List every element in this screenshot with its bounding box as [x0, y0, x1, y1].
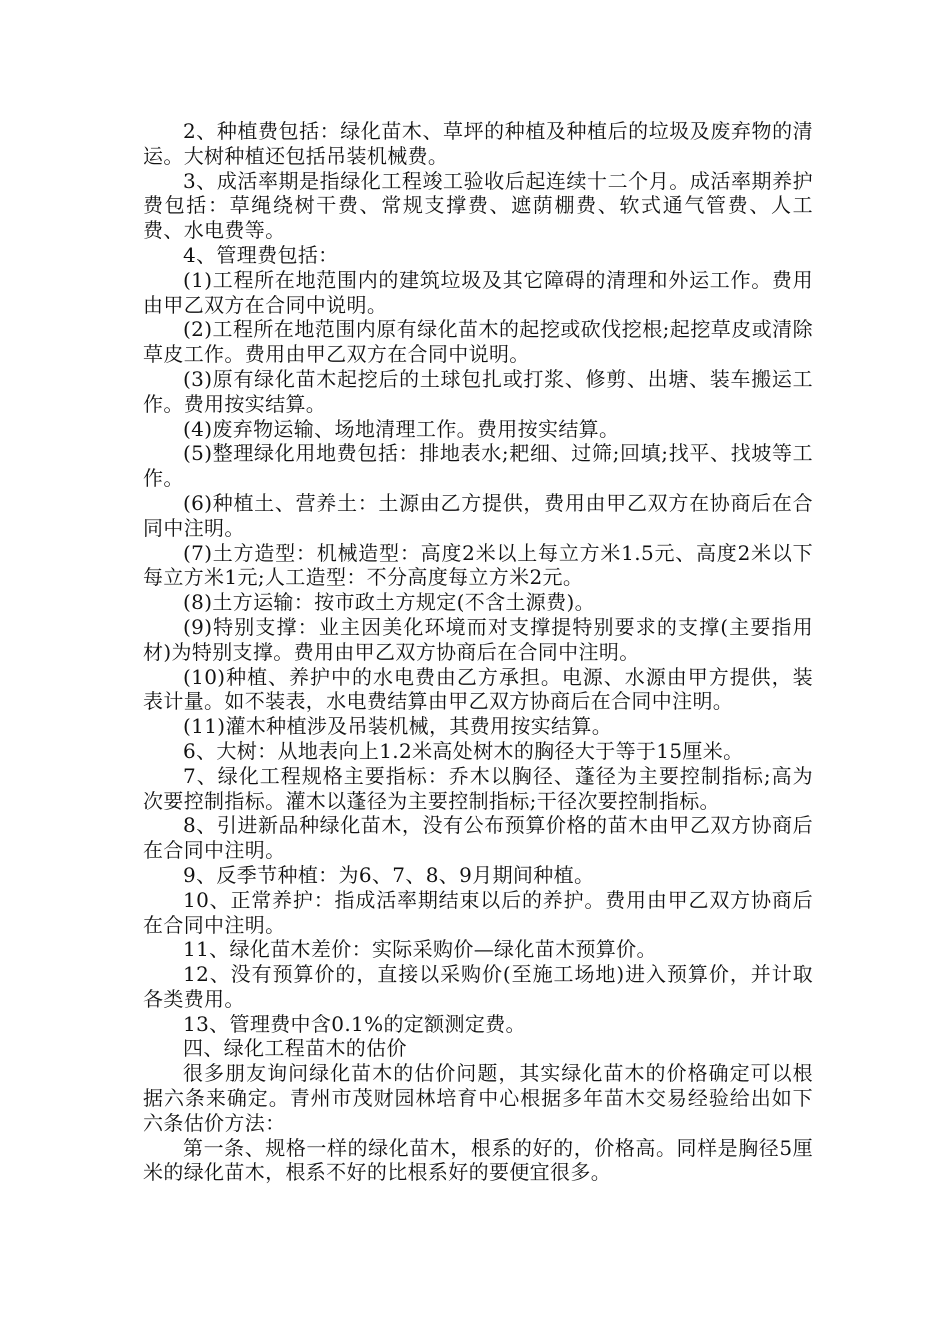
- paragraph-item-9: (9)特别支撑：业主因美化环境而对支撑提特别要求的支撑(主要指用材)为特别支撑。费用由甲乙双方协商后在合同中注明。: [143, 614, 813, 664]
- paragraph-new-varieties: 8、引进新品种绿化苗木，没有公布预算价格的苗木由甲乙双方协商后在合同中注明。: [143, 813, 813, 863]
- paragraph-quota-fee: 13、管理费中含0.1%的定额测定费。: [183, 1011, 526, 1036]
- paragraph-item-4: (4)废弃物运输、场地清理工作。费用按实结算。: [183, 416, 620, 441]
- paragraph-rule-one: 第一条、规格一样的绿化苗木，根系的好的，价格高。同样是胸径5厘米的绿化苗木，根系不好的比根系好的要便宜很多。: [143, 1135, 813, 1185]
- paragraph-valuation-intro: 很多朋友询问绿化苗木的估价问题，其实绿化苗木的价格确定可以根据六条来确定。青州市茂财园林培育中心根据多年苗木交易经验给出如下六条估价方法：: [143, 1061, 813, 1135]
- section-heading-valuation: 四、绿化工程苗木的估价: [183, 1036, 407, 1061]
- paragraph-item-8: (8)土方运输：按市政土方规定(不含土源费)。: [183, 590, 595, 615]
- paragraph-planting-fee: 2、种植费包括：绿化苗木、草坪的种植及种植后的垃圾及废弃物的清运。大树种植还包括吊装机械费。: [143, 119, 813, 168]
- paragraph-item-10: (10)种植、养护中的水电费由乙方承担。电源、水源由甲方提供，装表计量。如不装表，水电费结算由甲乙双方协商后在合同中注明。: [143, 664, 813, 714]
- paragraph-item-7: (7)土方造型：机械造型：高度2米以上每立方米1.5元、高度2米以下每立方米1元;人工造型：不分高度每立方米2元。: [143, 540, 813, 590]
- paragraph-item-3: (3)原有绿化苗木起挖后的土球包扎或打浆、修剪、出塘、装车搬运工作。费用按实结算。: [143, 366, 813, 416]
- paragraph-item-11: (11)灌木种植涉及吊装机械，其费用按实结算。: [183, 714, 613, 739]
- document-body: [143, 119, 813, 1185]
- paragraph-item-2: (2)工程所在地范围内原有绿化苗木的起挖或砍伐挖根;起挖草皮或清除草皮工作。费用由甲乙双方在合同中说明。: [143, 317, 813, 367]
- paragraph-big-tree: 6、大树：从地表向上1.2米高处树木的胸径大于等于15厘米。: [183, 738, 744, 763]
- paragraph-price-difference: 11、绿化苗木差价：实际采购价—绿化苗木预算价。: [183, 937, 657, 962]
- paragraph-item-5: (5)整理绿化用地费包括：排地表水;耙细、过筛;回填;找平、找坡等工作。: [143, 441, 813, 491]
- paragraph-off-season: 9、反季节种植：为6、7、8、9月期间种植。: [183, 862, 595, 887]
- paragraph-survival-period: 3、成活率期是指绿化工程竣工验收后起连续十二个月。成活率期养护费包括：草绳绕树干费、常规支撑费、遮荫棚费、软式通气管费、人工费、水电费等。: [143, 168, 813, 243]
- paragraph-spec-indicators: 7、绿化工程规格主要指标：乔木以胸径、蓬径为主要控制指标;高为次要控制指标。灌木以蓬径为主要控制指标;干径次要控制指标。: [143, 763, 813, 813]
- paragraph-normal-maintenance: 10、正常养护：指成活率期结束以后的养护。费用由甲乙双方协商后在合同中注明。: [143, 887, 813, 937]
- paragraph-management-fee-heading: 4、管理费包括：: [183, 242, 339, 267]
- paragraph-item-1: (1)工程所在地范围内的建筑垃圾及其它障碍的清理和外运工作。费用由甲乙双方在合同中说明。: [143, 267, 813, 317]
- paragraph-no-budget-price: 12、没有预算价的，直接以采购价(至施工场地)进入预算价，并计取各类费用。: [143, 962, 813, 1011]
- paragraph-item-6: (6)种植土、营养土：土源由乙方提供，费用由甲乙双方在协商后在合同中注明。: [143, 490, 813, 540]
